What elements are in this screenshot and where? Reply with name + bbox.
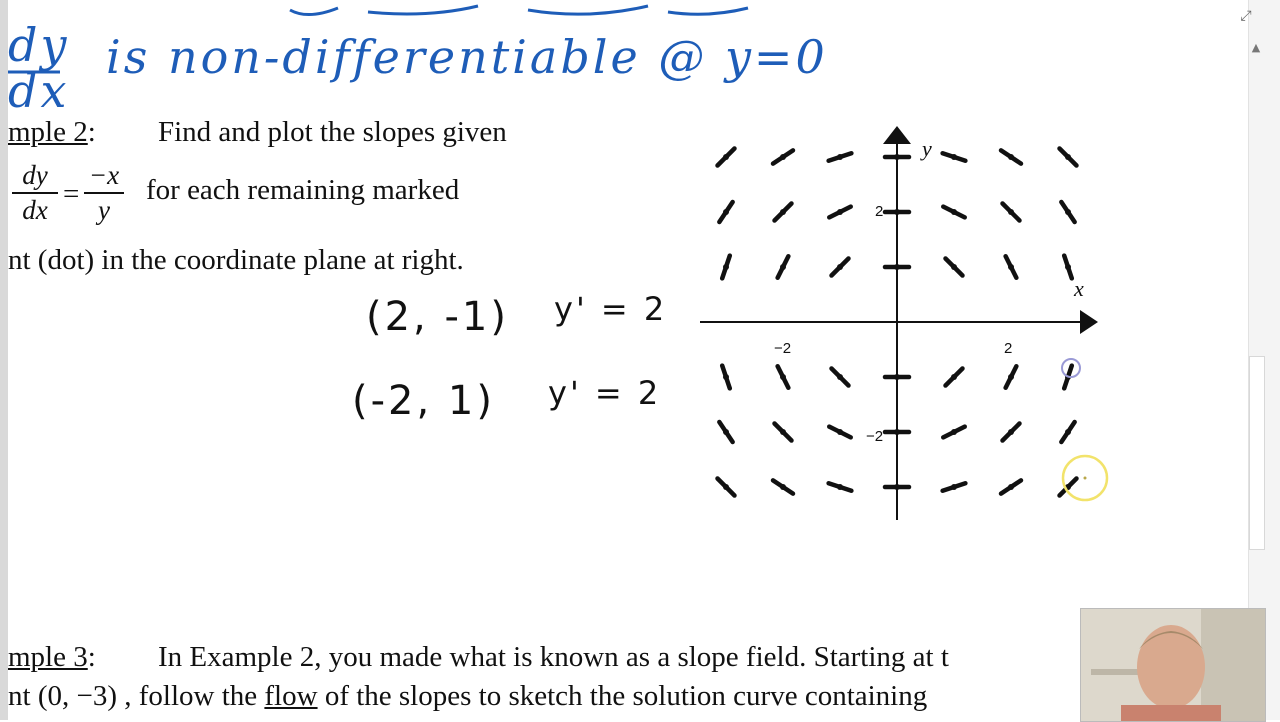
grid-point-dot — [1065, 429, 1071, 435]
grid-point-dot — [951, 209, 957, 215]
example3-heading — [8, 641, 96, 674]
example3-flow-word: flow — [264, 680, 318, 712]
example2-label: mple 2 — [8, 116, 88, 148]
grid-point-dot — [1008, 264, 1014, 270]
scrollbar-thumb[interactable] — [1249, 356, 1265, 550]
grid-point-dot — [1065, 264, 1071, 270]
grid-point-dot — [780, 484, 786, 490]
grid-point-dot — [894, 209, 900, 215]
grid-point-dot — [837, 209, 843, 215]
grid-point-dot — [780, 209, 786, 215]
x-axis-label: x — [1074, 276, 1084, 301]
x-axis-arrowhead — [1080, 310, 1098, 334]
frac-neg-x: −x — [88, 160, 120, 190]
grid-point-dot — [1008, 374, 1014, 380]
example3-line2 — [8, 680, 927, 713]
slope-field-graph — [8, 0, 1248, 720]
grid-point-dot — [723, 264, 729, 270]
grid-point-dot — [1008, 484, 1014, 490]
example3-line1: In Example 2, you made what is known as a slope field. Starting at t — [158, 641, 949, 673]
grid-point-dot — [837, 429, 843, 435]
grid-point-dot — [1008, 429, 1014, 435]
grid-point-dot — [837, 154, 843, 160]
non-differentiable-note: is non-differentiable @ y=0 — [106, 30, 828, 84]
y-axis-arrowhead — [883, 126, 911, 144]
frac-dy: dy — [22, 160, 48, 190]
grid-point-dot — [723, 484, 729, 490]
webcam-overlay — [1080, 608, 1266, 722]
grid-point-dot — [894, 154, 900, 160]
grid-point-dot — [837, 374, 843, 380]
grid-point-dot — [894, 374, 900, 380]
example2-colon: : — [87, 116, 96, 148]
point2-handwritten: (-2, 1) — [352, 378, 495, 424]
document-page — [8, 0, 1248, 720]
grid-point-dot — [837, 484, 843, 490]
grid-point-dot — [951, 154, 957, 160]
grid-point-dot — [1008, 209, 1014, 215]
grid-point-dot — [894, 429, 900, 435]
grid-point-dot — [837, 264, 843, 270]
grid-point-dot — [723, 154, 729, 160]
presenter-video — [1081, 609, 1265, 721]
example3-line2-post: of the slopes to sketch the solution curve containing — [324, 680, 928, 712]
grid-point-dot — [951, 484, 957, 490]
dx-handwritten: dx — [8, 64, 70, 118]
point1-handwritten: (2, -1) — [366, 294, 509, 340]
example3-line2-mid: , follow the — [124, 680, 258, 712]
y-axis-label: y — [922, 136, 932, 161]
tick-x-pos-2: 2 — [1004, 340, 1013, 357]
example2-line2: for each remaining marked — [146, 174, 460, 206]
left-margin-bar — [0, 0, 8, 720]
grid-point-dot — [894, 264, 900, 270]
tick-x-neg-2: −2 — [774, 340, 792, 357]
grid-point-dot — [723, 374, 729, 380]
cursor-dot — [1084, 477, 1087, 480]
grid-point-dot — [894, 484, 900, 490]
point2-slope-handwritten: y' = 2 — [548, 374, 662, 412]
grid-point-dot — [723, 209, 729, 215]
grid-point-dot — [1065, 154, 1071, 160]
grid-point-dot — [780, 374, 786, 380]
frac-dx: dx — [22, 194, 48, 225]
example2-line3: nt (dot) in the coordinate plane at right. — [8, 244, 464, 276]
point1-slope-handwritten: y' = 2 — [554, 290, 668, 328]
grid-point-dot — [951, 374, 957, 380]
equals-sign: = — [63, 178, 80, 210]
grid-point-dot — [951, 264, 957, 270]
grid-point-dot — [723, 429, 729, 435]
tick-y-neg-2: −2 — [866, 428, 884, 445]
dy-handwritten: dy — [8, 18, 70, 72]
grid-point-dot — [951, 429, 957, 435]
example3-line2-pre: nt — [8, 680, 31, 712]
grid-point-dot — [1008, 154, 1014, 160]
example3-point: (0, −3) — [37, 680, 117, 712]
scroll-up-arrow-icon[interactable]: ▲ — [1251, 41, 1261, 54]
example3-label: mple 3 — [8, 641, 88, 673]
grid-point-dot — [780, 264, 786, 270]
expand-icon[interactable]: ⤢ — [1240, 8, 1252, 24]
grid-point-dot — [1065, 209, 1071, 215]
example2-line1: Find and plot the slopes given — [158, 116, 507, 148]
frac-y: y — [98, 194, 110, 225]
example3-colon: : — [87, 641, 96, 673]
grid-point-dot — [780, 154, 786, 160]
grid-point-dot — [780, 429, 786, 435]
tick-y-pos-2: 2 — [875, 203, 884, 220]
